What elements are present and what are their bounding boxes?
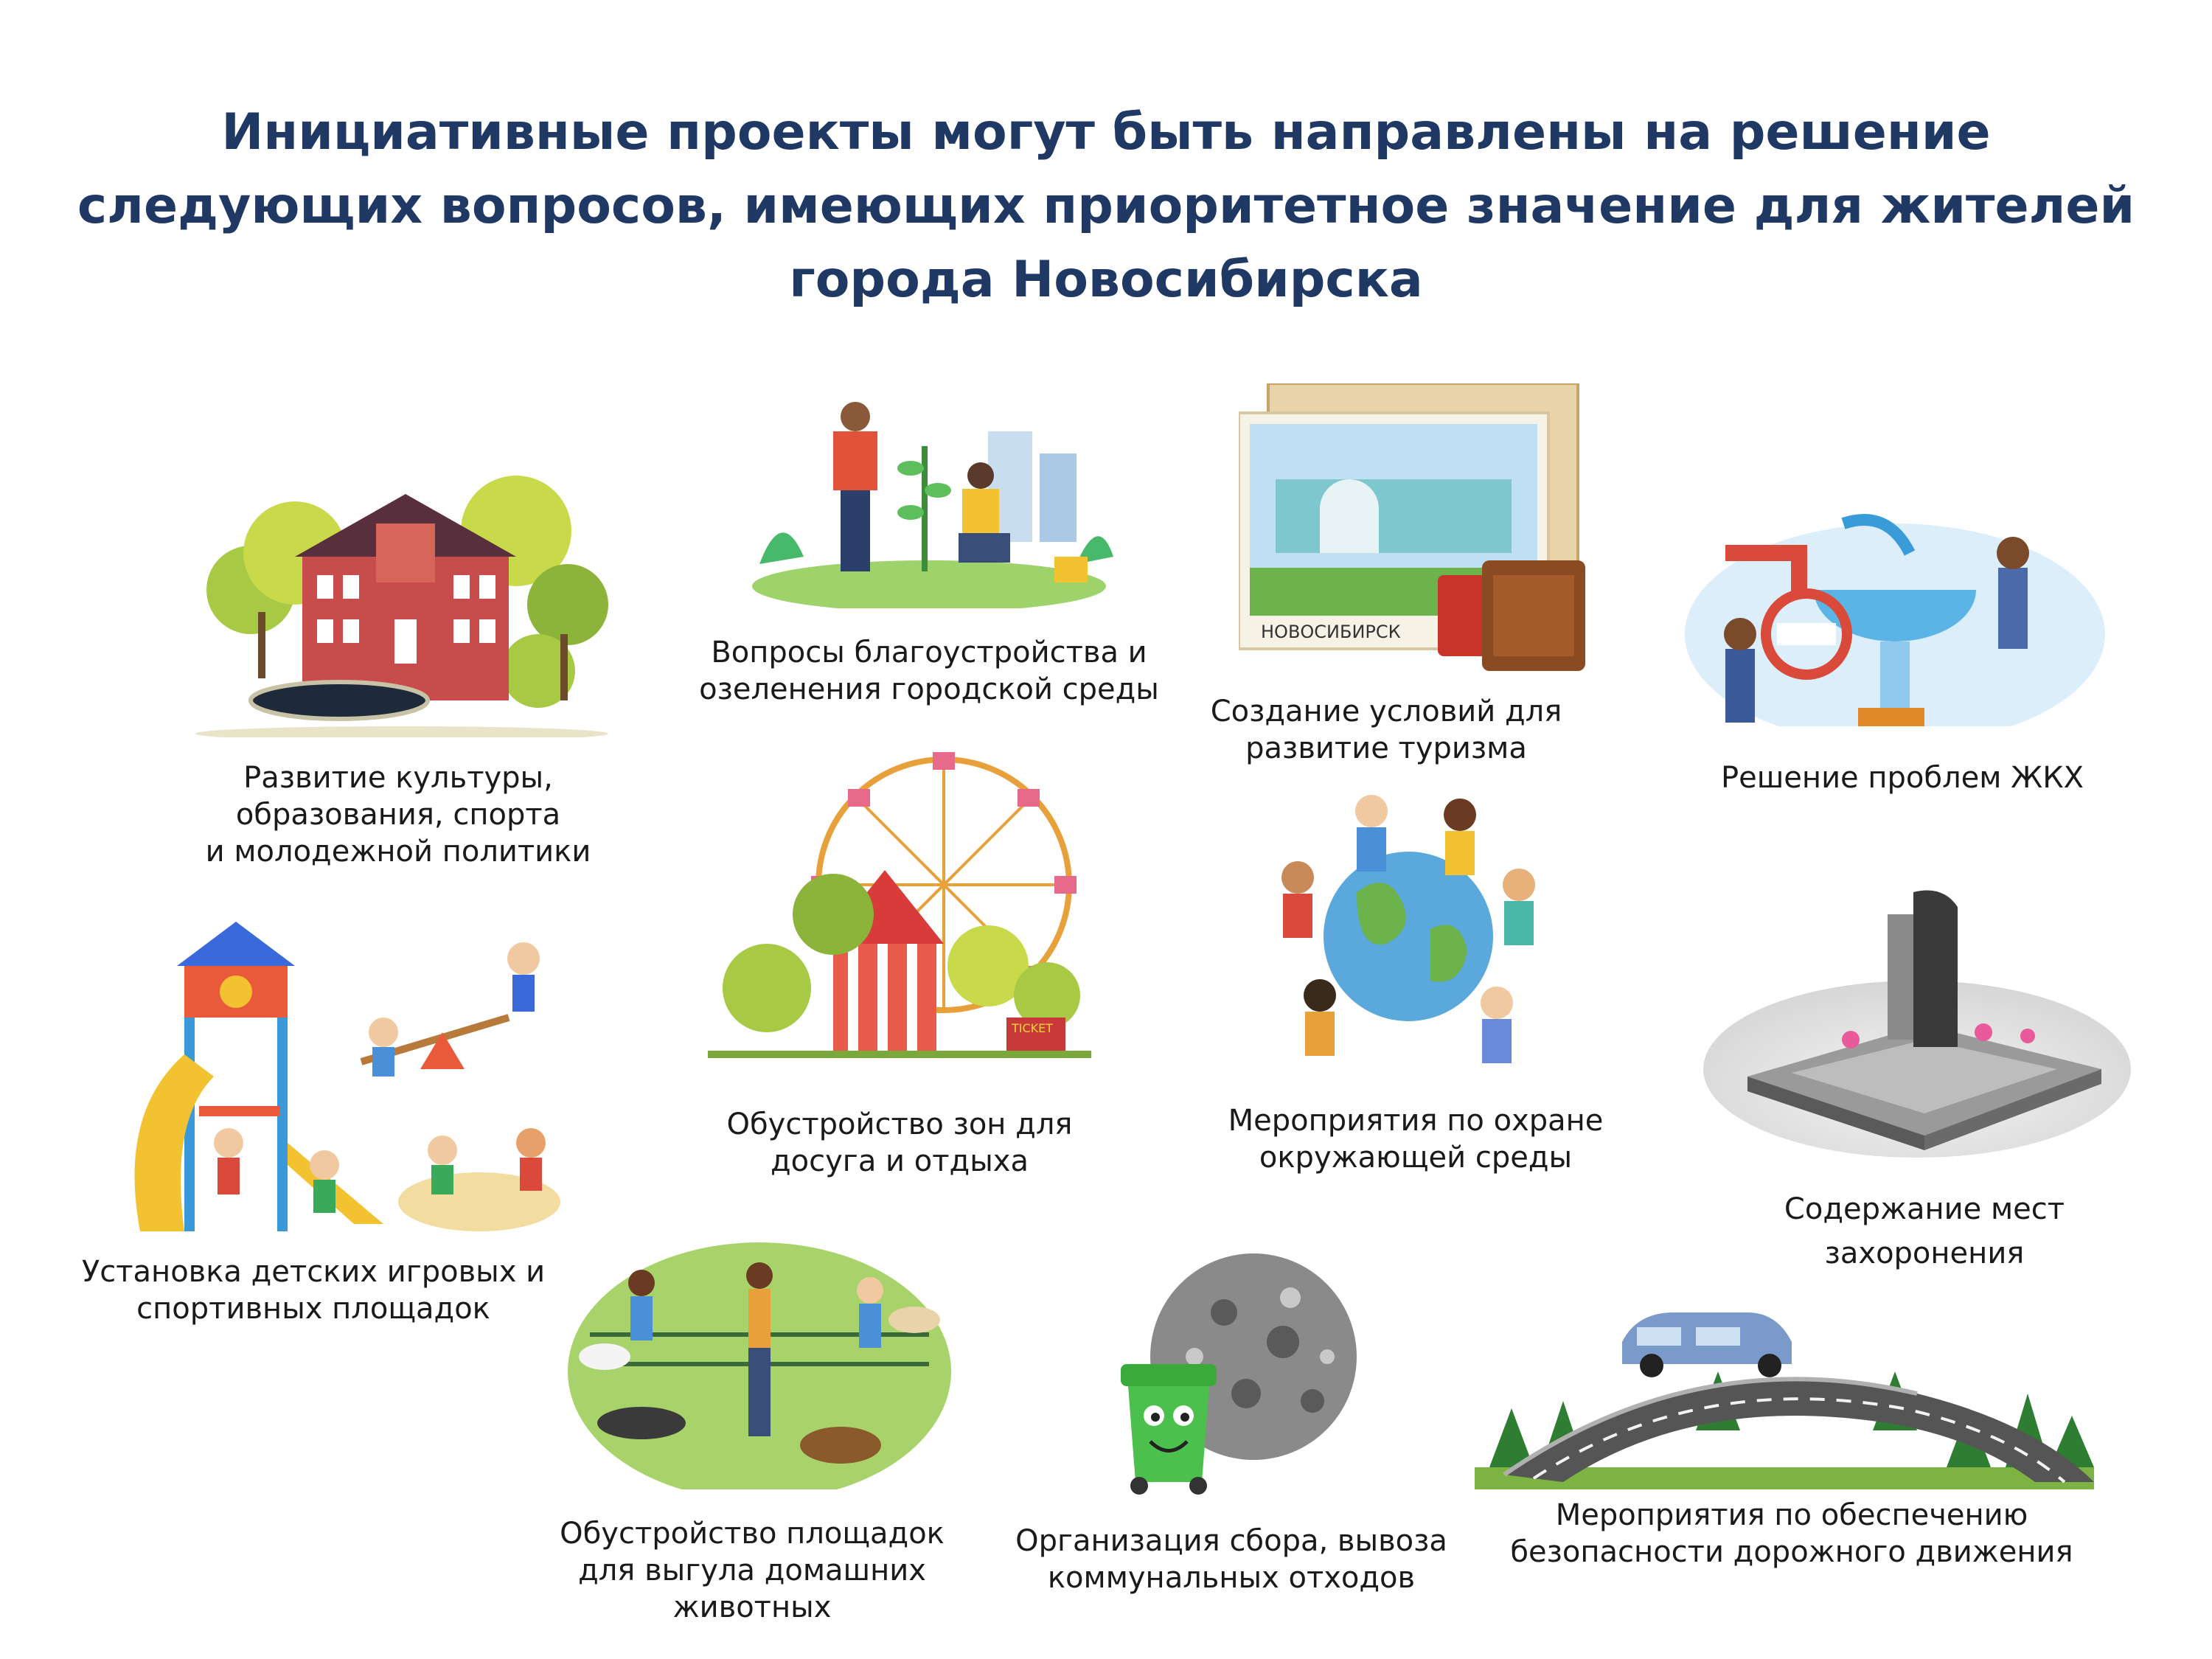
ticket-label: TICKET xyxy=(1012,1021,1054,1035)
playground-illustration xyxy=(96,922,568,1246)
waste-bin-illustration xyxy=(1106,1246,1357,1497)
caption-pets: Обустройство площадок для выгула домашних животных xyxy=(560,1517,945,1624)
caption-environment: Мероприятия по охране окружающей среды xyxy=(1228,1104,1604,1175)
ferris-wheel-illustration xyxy=(708,752,1091,1084)
postcard-label: НОВОСИБИРСК xyxy=(1261,622,1401,642)
title-line-3: города Новосибирска xyxy=(789,251,1423,309)
caption-leisure: Обустройство зон для досуга и отдыха xyxy=(726,1107,1073,1178)
caption-culture: Развитие культуры, образования, спорта и молодежной политики xyxy=(205,761,591,869)
caption-waste: Организация сбора, вывоза коммунальных отходов xyxy=(1015,1524,1447,1595)
dog-park-illustration xyxy=(560,1224,959,1504)
caption-greening: Вопросы благоустройства и озеленения городской среды xyxy=(699,636,1159,706)
caption-cemetery: Содержание мест захоронения xyxy=(1784,1192,2065,1270)
title-line-1: Инициативные проекты могут быть направлены на решение xyxy=(221,103,1991,161)
title-line-2: следующих вопросов, имеющих приоритетное значение для жителей xyxy=(77,177,2135,235)
gravestone-illustration xyxy=(1703,885,2131,1158)
page-title xyxy=(0,96,2212,317)
tree-planting-illustration xyxy=(737,387,1121,608)
caption-playground: Установка детских игровых и спортивных площадок xyxy=(81,1255,546,1326)
globe-illustration xyxy=(1253,782,1563,1077)
postcard-illustration xyxy=(1239,383,1593,678)
road-bridge-illustration xyxy=(1475,1298,2094,1489)
plumbing-illustration xyxy=(1681,509,2109,745)
caption-housing: Решение проблем ЖКХ xyxy=(1720,761,2084,795)
caption-tourism: Создание условий для развитие туризма xyxy=(1210,695,1562,765)
caption-road: Мероприятия по обеспечению безопасности дорожного движения xyxy=(1510,1498,2073,1569)
building-illustration xyxy=(192,442,612,737)
